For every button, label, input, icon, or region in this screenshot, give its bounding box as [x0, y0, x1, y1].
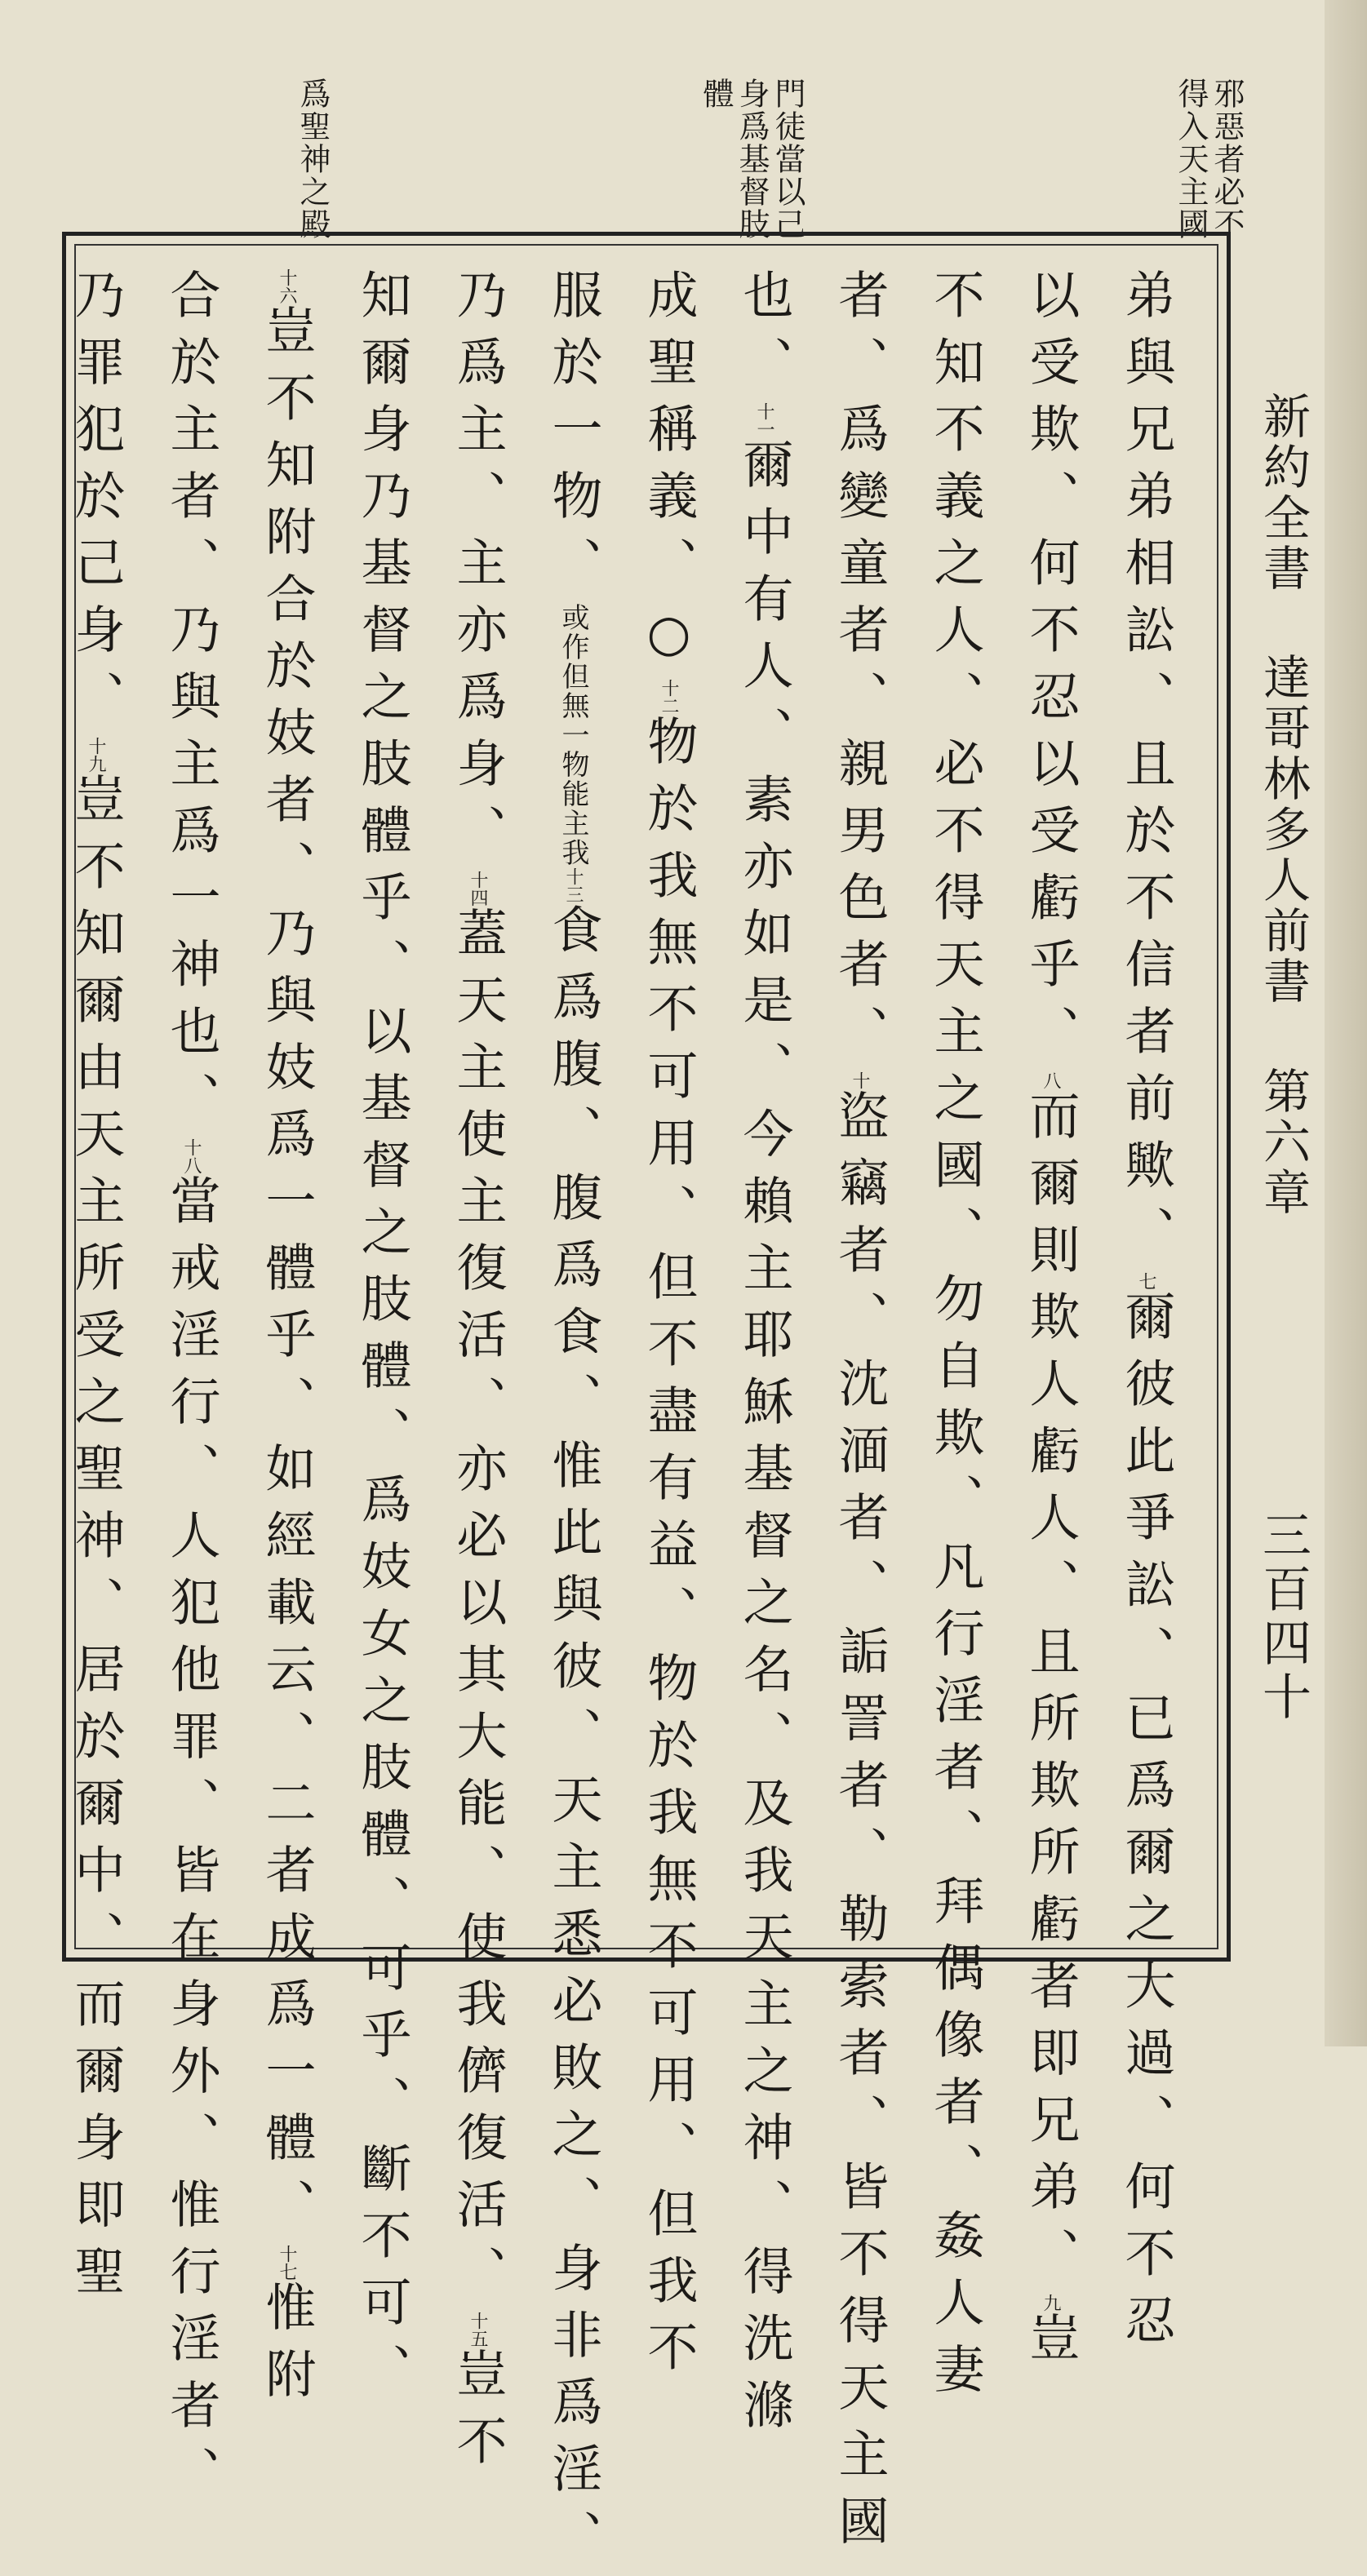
text-run: 乃爲主、主亦爲身、 — [448, 268, 508, 871]
text-run: 惟附 — [257, 2281, 317, 2414]
text-run: 合於主者、乃與主爲一神也、 — [162, 268, 221, 1138]
margin-notes — [37, 78, 1245, 241]
text-run: 豈不 — [448, 2348, 508, 2481]
text-column — [526, 268, 621, 2576]
text-run: 食爲腹、腹爲食、惟此與彼、天主悉必敗之、身非爲淫、 — [544, 903, 603, 2576]
margin-note: 爲聖神之殿 — [295, 78, 331, 241]
running-header — [1246, 392, 1320, 1355]
text-column — [335, 268, 430, 2410]
margin-note: 邪惡者必不得入天主國 — [1173, 78, 1245, 241]
text-run: 物於我無不可用、但不盡有益、物於我無不可用、但我不 — [639, 715, 699, 2388]
text-run: 乃罪犯於己身、 — [66, 268, 126, 737]
text-run: 也、 — [735, 268, 794, 402]
text-run: 盜竊者、沈湎者、詬詈者、勒索者、皆不得天主國 — [830, 1089, 890, 2561]
verse-number: 八 — [1041, 1071, 1061, 1089]
text-run: 當戒淫行、人犯他罪、皆在身外、惟行淫者、 — [162, 1174, 221, 2512]
inline-note: 或作但無一物能主我 — [557, 603, 589, 867]
verse-number: 十四 — [468, 871, 488, 907]
verse-number: 十二 — [659, 679, 679, 715]
text-run: 爾中有人、素亦如是、今賴主耶穌基督之名、及我天主之神、得洗滌 — [735, 438, 794, 2445]
text-run: 蓋天主使主復活、亦必以其大能、使我儕復活、 — [448, 907, 508, 2312]
text-run: 服於一物、 — [544, 268, 603, 603]
verse-number: 七 — [1136, 1272, 1156, 1290]
text-column — [717, 268, 812, 2445]
book-title: 新約全書 — [1255, 392, 1311, 594]
text-run: 弟與兄弟相訟、且於不信者前歟、 — [1116, 268, 1176, 1272]
text-run: 豈不知附合於妓者、乃與妓爲一體乎、如經載云、二者成爲一體、 — [257, 304, 317, 2245]
verse-number: 十六 — [277, 268, 297, 304]
verse-number: 十九 — [86, 737, 106, 773]
text-column — [908, 268, 1003, 2410]
text-column — [1098, 268, 1194, 2361]
text-column — [1003, 268, 1098, 2379]
text-column — [48, 268, 144, 2312]
verse-number: 十八 — [181, 1138, 202, 1174]
verse-number: 十五 — [468, 2312, 488, 2348]
verse-number: 十七 — [277, 2245, 297, 2281]
verse-number: 九 — [1041, 2294, 1061, 2312]
verse-number: 十一 — [754, 402, 774, 438]
text-run: 而爾則欺人虧人、且所欺所虧者即兄弟、 — [1021, 1089, 1081, 2294]
text-run: 知爾身乃基督之肢體乎、以基督之肢體、爲妓女之肢體、可乎、斷不可、 — [353, 268, 412, 2410]
text-column — [144, 268, 239, 2512]
text-run: 者、爲變童者、親男色者、 — [830, 268, 890, 1071]
page-edge — [1325, 0, 1367, 2046]
text-run: 豈不知爾由天主所受之聖神、居於爾中、而爾身即聖 — [66, 773, 126, 2312]
text-column — [621, 268, 717, 2388]
text-body — [66, 268, 1194, 2576]
page-number: 三百四十 — [1254, 1510, 1312, 1725]
verse-number: 十 — [850, 1071, 870, 1089]
text-frame — [62, 232, 1231, 2576]
text-run: 不知不義之人、必不得天主之國、勿自欺、凡行淫者、拜偶像者、姦人妻 — [925, 268, 985, 2410]
text-run: 豈 — [1021, 2312, 1081, 2379]
margin-note: 門徒當以己身爲基督肢體 — [698, 78, 806, 241]
text-run: 爾彼此爭訟、已爲爾之大過、何不忍 — [1116, 1290, 1176, 2361]
section-title: 達哥林多人前書 — [1255, 653, 1311, 1008]
text-run: 成聖稱義、○ — [639, 268, 699, 679]
text-column — [430, 268, 526, 2481]
chapter-label: 第六章 — [1255, 1066, 1311, 1218]
text-column — [239, 268, 335, 2414]
text-run: 以受欺、何不忍以受虧乎、 — [1021, 268, 1081, 1071]
text-column — [812, 268, 908, 2561]
verse-number: 十三 — [563, 867, 584, 903]
